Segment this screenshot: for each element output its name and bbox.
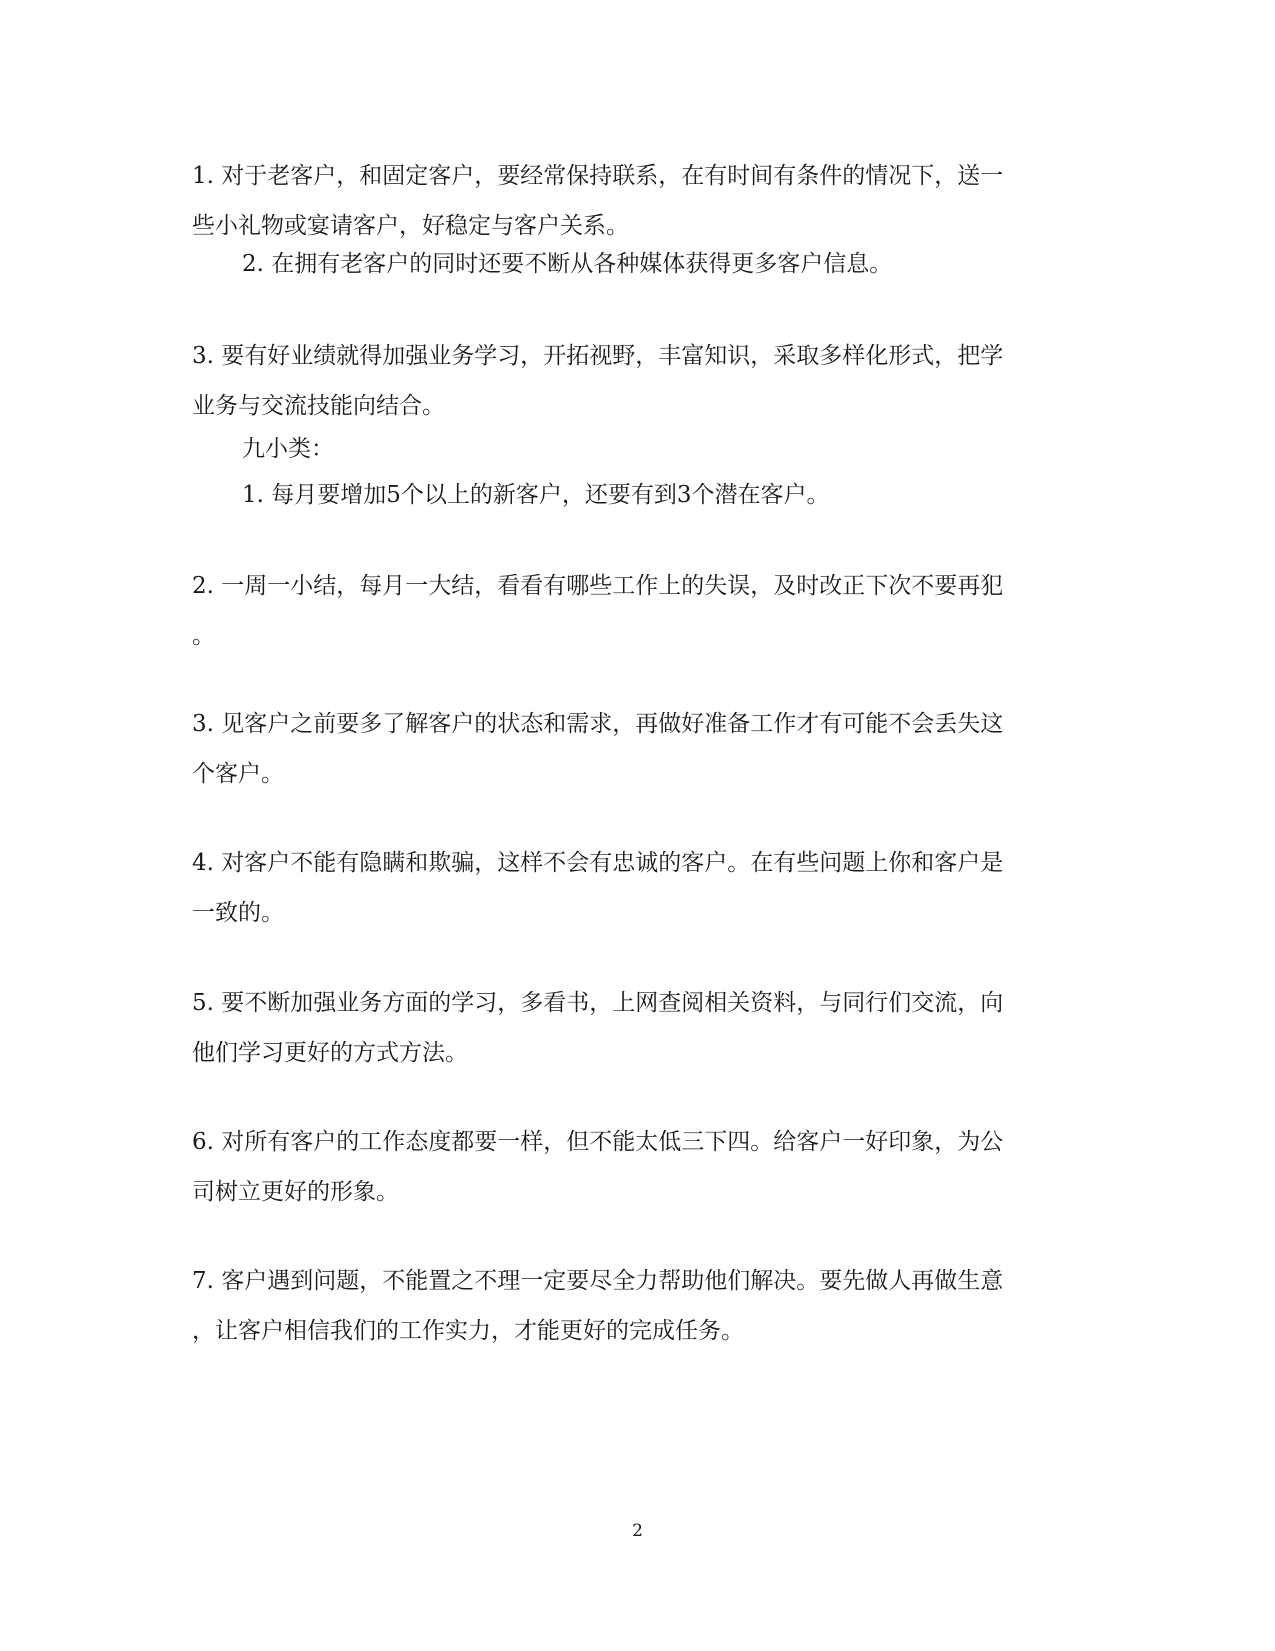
paragraph-line: 5. 要不断加强业务方面的学习，多看书，上网查阅相关资料，与同行们交流，向 bbox=[192, 990, 1004, 1016]
paragraph-line: 2. 在拥有老客户的同时还要不断从各种媒体获得更多客户信息。 bbox=[242, 251, 893, 277]
paragraph-line: 6. 对所有客户的工作态度都要一样，但不能太低三下四。给客户一好印象，为公 bbox=[192, 1129, 1004, 1155]
paragraph-item-sub-5 bbox=[192, 978, 1074, 1078]
paragraph-item-sub-4 bbox=[192, 838, 1074, 938]
paragraph-line: 司树立更好的形象。 bbox=[192, 1179, 399, 1205]
paragraph-item-sub-2 bbox=[192, 561, 1074, 661]
paragraph-item-1 bbox=[192, 151, 1074, 251]
paragraph-item-2 bbox=[242, 239, 1074, 289]
section-heading bbox=[242, 424, 1074, 474]
page-number: 2 bbox=[632, 1521, 643, 1541]
paragraph-item-sub-6 bbox=[192, 1117, 1074, 1217]
paragraph-line: 他们学习更好的方式方法。 bbox=[192, 1040, 468, 1066]
paragraph-line: 2. 一周一小结，每月一大结，看看有哪些工作上的失误，及时改正下次不要再犯 bbox=[192, 573, 1004, 599]
paragraph-line: 九小类： bbox=[242, 436, 334, 462]
paragraph-item-3 bbox=[192, 331, 1074, 431]
paragraph-line: 些小礼物或宴请客户，好稳定与客户关系。 bbox=[192, 213, 629, 239]
paragraph-item-sub-7 bbox=[192, 1256, 1074, 1356]
paragraph-line: 3. 要有好业绩就得加强业务学习，开拓视野，丰富知识，采取多样化形式，把学 bbox=[192, 343, 1004, 369]
paragraph-line: ，让客户相信我们的工作实力，才能更好的完成任务。 bbox=[192, 1318, 744, 1344]
paragraph-line: 3. 见客户之前要多了解客户的状态和需求，再做好准备工作才有可能不会丢失这 bbox=[192, 711, 1004, 737]
paragraph-item-sub-3 bbox=[192, 699, 1074, 799]
paragraph-line: 一致的。 bbox=[192, 900, 284, 926]
paragraph-line: 。 bbox=[192, 623, 215, 649]
paragraph-line: 1. 每月要增加5个以上的新客户，还要有到3个潜在客户。 bbox=[242, 482, 830, 508]
paragraph-line: 1. 对于老客户，和固定客户，要经常保持联系，在有时间有条件的情况下，送一 bbox=[192, 163, 1004, 189]
paragraph-line: 个客户。 bbox=[192, 761, 284, 787]
paragraph-line: 业务与交流技能向结合。 bbox=[192, 393, 445, 419]
paragraph-line: 7. 客户遇到问题，不能置之不理一定要尽全力帮助他们解决。要先做人再做生意 bbox=[192, 1268, 1004, 1294]
paragraph-line: 4. 对客户不能有隐瞒和欺骗，这样不会有忠诚的客户。在有些问题上你和客户是 bbox=[192, 850, 1004, 876]
paragraph-item-sub-1 bbox=[242, 470, 1074, 520]
